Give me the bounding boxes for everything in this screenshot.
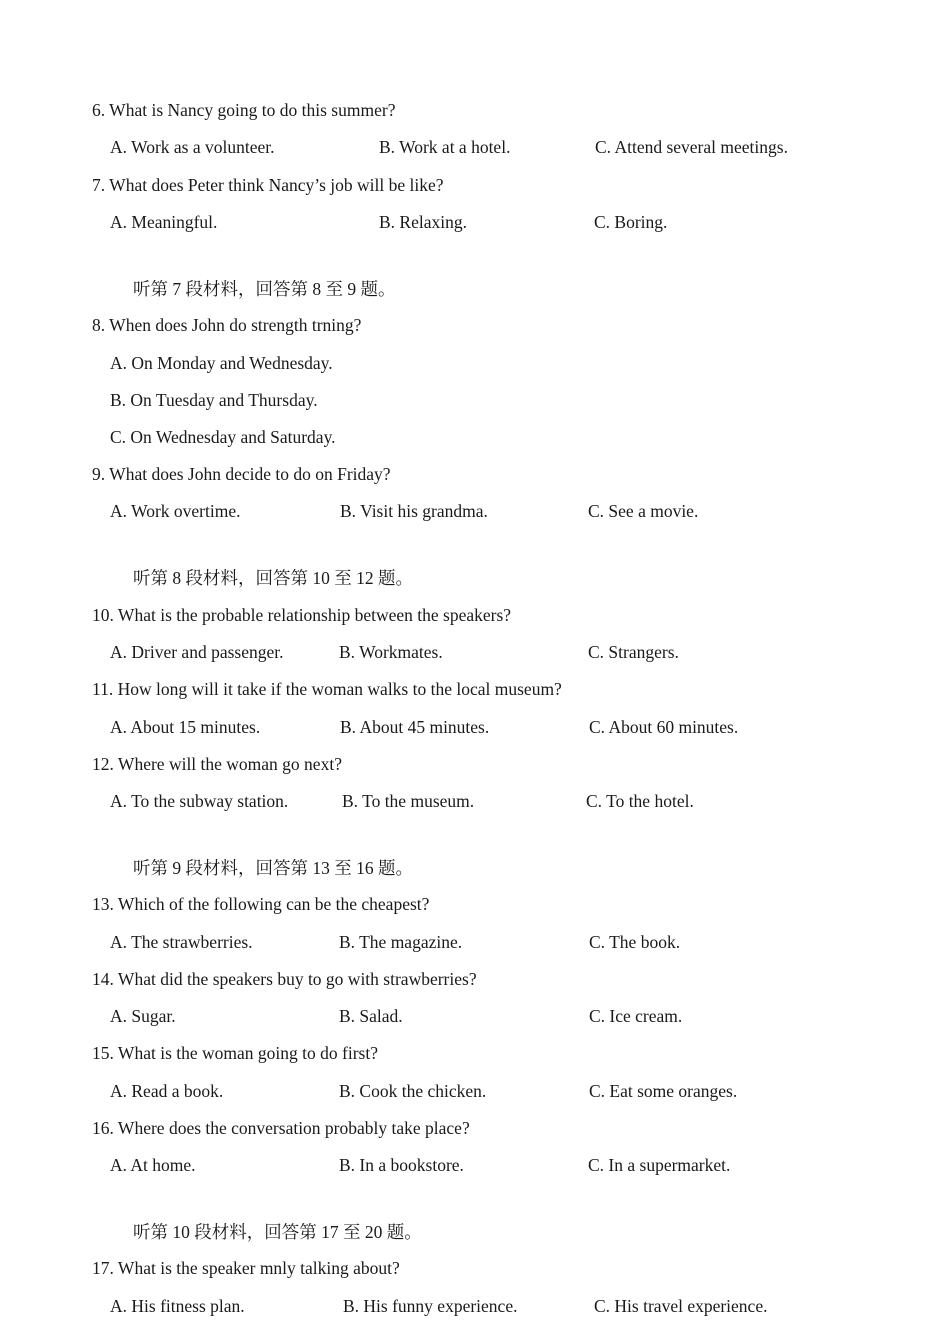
question-11: 11. How long will it take if the woman walks to the local museum? <box>92 679 562 699</box>
q7-option-a: A. Meaningful. <box>110 212 218 232</box>
q12-option-c: C. To the hotel. <box>586 791 694 811</box>
q8-option-b: B. On Tuesday and Thursday. <box>110 390 318 410</box>
q12-option-a: A. To the subway station. <box>110 791 289 811</box>
question-10: 10. What is the probable relationship between the speakers? <box>92 605 512 625</box>
q9-option-a: A. Work overtime. <box>110 501 241 521</box>
q15-option-b: B. Cook the chicken. <box>339 1081 487 1101</box>
q14-option-a: A. Sugar. <box>110 1006 176 1026</box>
q10-option-c: C. Strangers. <box>588 642 679 662</box>
question-13: 13. Which of the following can be the cheapest? <box>92 894 430 914</box>
q8-option-a: A. On Monday and Wednesday. <box>110 353 333 373</box>
question-7: 7. What does Peter think Nancy’s job will be like? <box>92 175 444 195</box>
q13-option-a: A. The strawberries. <box>110 932 253 952</box>
section-heading-10: 听第 10 段材料，回答第 17 至 20 题。 <box>133 1222 422 1242</box>
question-14: 14. What did the speakers buy to go with strawberries? <box>92 969 477 989</box>
q17-option-b: B. His funny experience. <box>343 1296 518 1316</box>
q7-option-b: B. Relaxing. <box>379 212 467 232</box>
q10-option-a: A. Driver and passenger. <box>110 642 284 662</box>
q8-option-c: C. On Wednesday and Saturday. <box>110 427 336 447</box>
question-15: 15. What is the woman going to do first? <box>92 1043 378 1063</box>
question-8: 8. When does John do strength trning? <box>92 315 362 335</box>
q6-option-c: C. Attend several meetings. <box>595 137 788 157</box>
q15-option-c: C. Eat some oranges. <box>589 1081 738 1101</box>
q16-option-a: A. At home. <box>110 1155 196 1175</box>
q15-option-a: A. Read a book. <box>110 1081 224 1101</box>
question-17: 17. What is the speaker mnly talking about? <box>92 1258 400 1278</box>
question-16: 16. Where does the conversation probably take place? <box>92 1118 470 1138</box>
q13-option-b: B. The magazine. <box>339 932 463 952</box>
q14-option-b: B. Salad. <box>339 1006 403 1026</box>
q16-option-b: B. In a bookstore. <box>339 1155 464 1175</box>
q6-option-b: B. Work at a hotel. <box>379 137 511 157</box>
q11-option-a: A. About 15 minutes. <box>110 717 261 737</box>
q17-option-a: A. His fitness plan. <box>110 1296 245 1316</box>
q10-option-b: B. Workmates. <box>339 642 443 662</box>
section-heading-9: 听第 9 段材料，回答第 13 至 16 题。 <box>133 858 413 878</box>
question-6: 6. What is Nancy going to do this summer? <box>92 100 396 120</box>
q13-option-c: C. The book. <box>589 932 681 952</box>
q14-option-c: C. Ice cream. <box>589 1006 683 1026</box>
question-9: 9. What does John decide to do on Friday? <box>92 464 391 484</box>
question-12: 12. Where will the woman go next? <box>92 754 342 774</box>
q6-option-a: A. Work as a volunteer. <box>110 137 275 157</box>
q9-option-c: C. See a movie. <box>588 501 699 521</box>
q11-option-c: C. About 60 minutes. <box>589 717 739 737</box>
section-heading-7: 听第 7 段材料，回答第 8 至 9 题。 <box>133 279 396 299</box>
q17-option-c: C. His travel experience. <box>594 1296 768 1316</box>
section-heading-8: 听第 8 段材料，回答第 10 至 12 题。 <box>133 568 413 588</box>
q7-option-c: C. Boring. <box>594 212 668 232</box>
q16-option-c: C. In a supermarket. <box>588 1155 731 1175</box>
q12-option-b: B. To the museum. <box>342 791 475 811</box>
q11-option-b: B. About 45 minutes. <box>340 717 490 737</box>
q9-option-b: B. Visit his grandma. <box>340 501 488 521</box>
